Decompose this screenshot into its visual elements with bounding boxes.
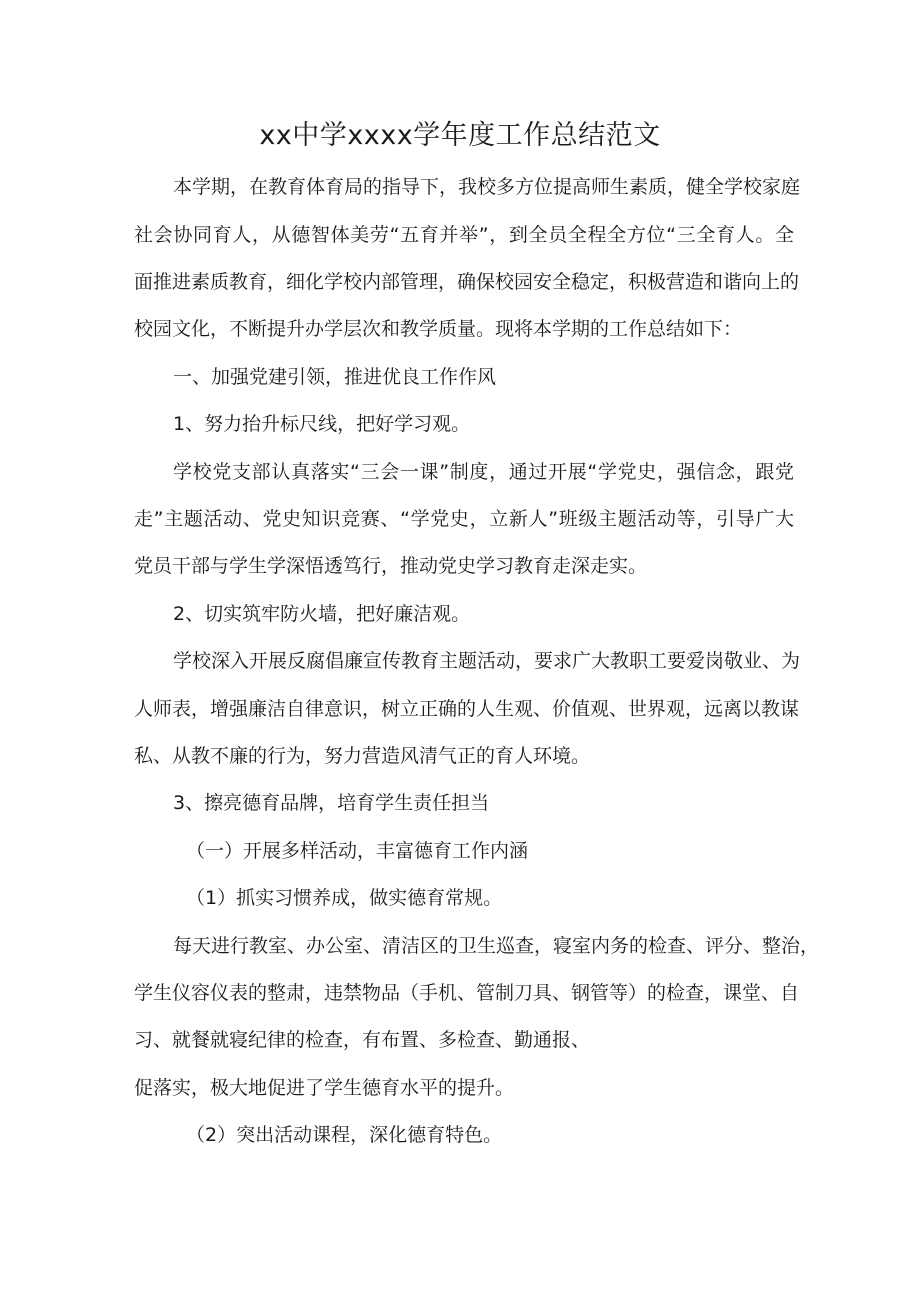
paragraph-line: 校园文化，不断提升办学层次和教学质量。现将本学期的工作总结如下：	[134, 318, 743, 340]
paragraph-line: 面推进素质教育，细化学校内部管理，确保校园安全稳定，积极营造和谐向上的	[134, 271, 800, 293]
paragraph-line: 促落实，极大地促进了学生德育水平的提升。	[134, 1077, 515, 1099]
paragraph-line: 学校深入开展反腐倡廉宣传教育主题活动，要求广大教职工要爱岗敬业、为	[173, 650, 801, 672]
paragraph-line: 人师表，增强廉洁自律意识，树立正确的人生观、价值观、世界观，远离以教谋	[134, 698, 800, 720]
paragraph-line: 学校党支部认真落实“三会一课”制度，通过开展“学党史，强信念，跟党	[173, 461, 794, 483]
subsection-heading: （一）开展多样活动，丰富德育工作内涵	[186, 840, 529, 862]
paragraph-line: 社会协同育人，从德智体美劳“五育并举”，到全员全程全方位“三全育人。全	[134, 224, 794, 246]
document-title: xx中学xxxx学年度工作总结范文	[259, 120, 661, 151]
subsection-heading: 3、擦亮德育品牌，培育学生责任担当	[173, 792, 490, 814]
paragraph-line: 私、从教不廉的行为，努力营造风清气正的育人环境。	[134, 745, 591, 767]
subsection-heading: （1）抓实习惯养成，做实德育常规。	[186, 887, 503, 909]
paragraph-line: 党员干部与学生学深悟透笃行，推动党史学习教育走深走实。	[134, 555, 648, 577]
subsection-heading: 2、切实筑牢防火墙，把好廉洁观。	[173, 603, 471, 625]
paragraph-line: 走”主题活动、党史知识竞赛、“学党史，立新人”班级主题活动等，引导广大	[134, 508, 794, 530]
paragraph-line: 学生仪容仪表的整肃，违禁物品（手机、管制刀具、钢管等）的检查，课堂、自	[134, 982, 800, 1004]
subsection-heading: （2）突出活动课程，深化德育特色。	[186, 1124, 503, 1146]
section-heading: 一、加强党建引领，推进优良工作作风	[173, 366, 497, 388]
paragraph-line: 每天进行教室、办公室、清洁区的卫生巡查，寝室内务的检查、评分、整治，	[173, 935, 820, 957]
paragraph-line: 习、就餐就寝纪律的检查，有布置、多检查、勤通报、	[134, 1029, 591, 1051]
subsection-heading: 1、努力抬升标尺线，把好学习观。	[173, 413, 471, 435]
paragraph-line: 本学期，在教育体育局的指导下，我校多方位提高师生素质，健全学校家庭	[173, 176, 801, 198]
